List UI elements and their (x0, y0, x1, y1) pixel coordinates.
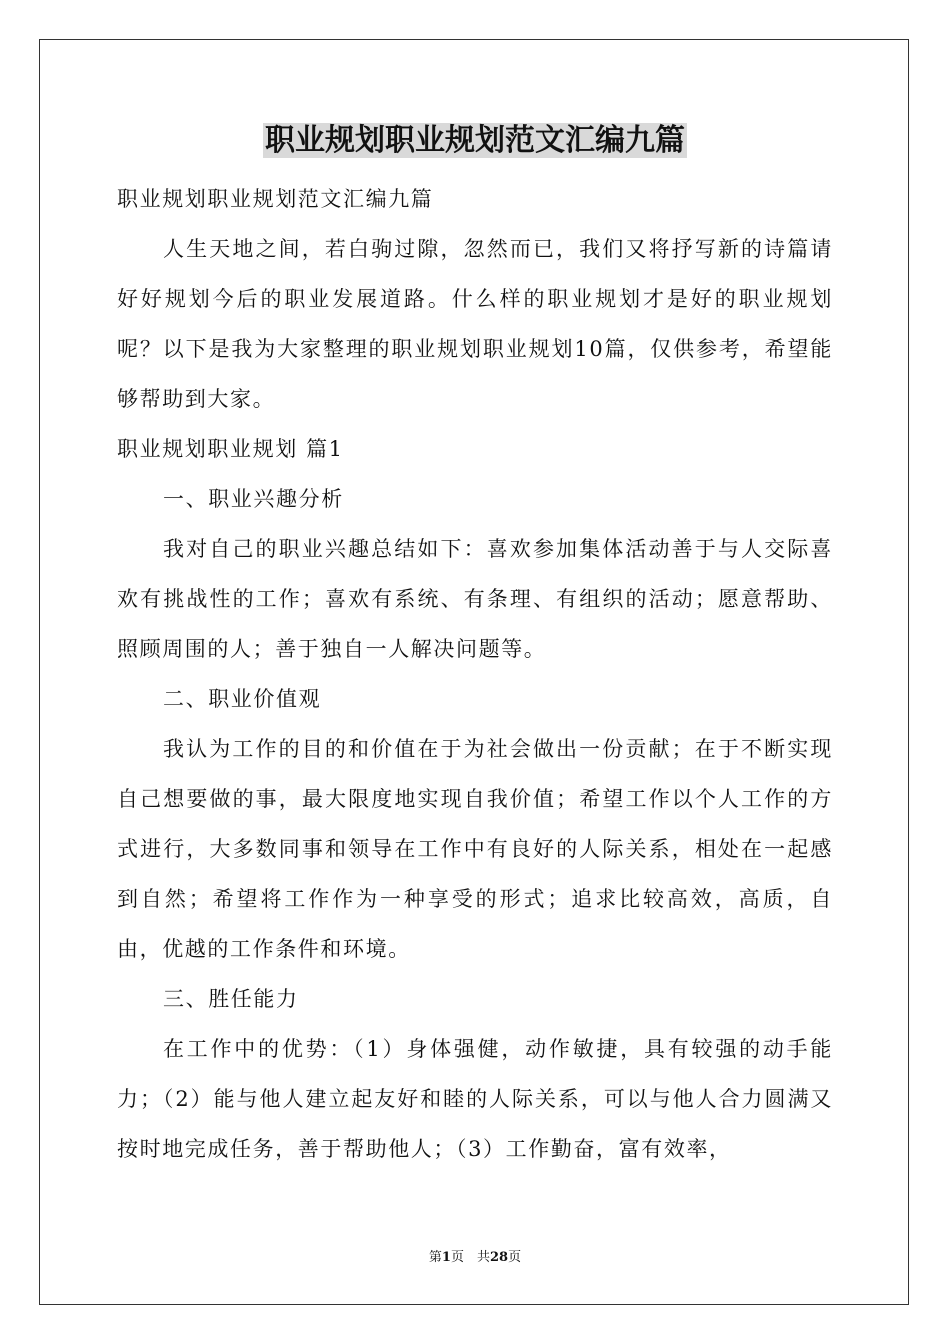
paragraph-list (117, 174, 833, 1174)
paragraph: 我对自己的职业兴趣总结如下：喜欢参加集体活动善于与人交际喜欢有挑战性的工作；喜欢有系统、有条理、有组织的活动；愿意帮助、照顾周围的人；善于独自一人解决问题等。 (117, 537, 833, 661)
page-suffix: 页 (508, 1250, 522, 1265)
document-body (117, 118, 833, 1174)
paragraph: 职业规划职业规划 篇1 (117, 437, 344, 461)
document-title (117, 118, 833, 168)
paragraph: 二、职业价值观 (163, 687, 322, 711)
paragraph: 一、职业兴趣分析 (163, 487, 344, 511)
paragraph: 三、胜任能力 (163, 987, 299, 1011)
document-title-text: 职业规划职业规划范文汇编九篇 (265, 123, 685, 158)
page-separator: 页 共 (450, 1250, 490, 1265)
paragraph: 职业规划职业规划范文汇编九篇 (117, 187, 434, 211)
paragraph: 在工作中的优势：（1）身体强健，动作敏捷，具有较强的动手能力；（2）能与他人建立起友好和睦的人际关系，可以与他人合力圆满又按时地完成任务，善于帮助他人；（3）工作勤奋，富有效率， (117, 1037, 833, 1161)
page-prefix: 第 (428, 1250, 442, 1265)
page-footer (0, 1246, 950, 1265)
page-total: 28 (489, 1250, 509, 1265)
paragraph: 我认为工作的目的和价值在于为社会做出一份贡献；在于不断实现自己想要做的事，最大限度地实现自我价值；希望工作以个人工作的方式进行，大多数同事和领导在工作中有良好的人际关系，相处在一起感到自然；希望将工作作为一种享受的形式；追求比较高效，高质，自由，优越的工作条件和环境。 (117, 737, 833, 961)
paragraph: 人生天地之间，若白驹过隙，忽然而已，我们又将抒写新的诗篇请好好规划今后的职业发展道路。什么样的职业规划才是好的职业规划呢？以下是我为大家整理的职业规划职业规划10篇，仅供参考，希望能够帮助到大家。 (117, 237, 833, 411)
page-number: 1 (441, 1250, 451, 1265)
